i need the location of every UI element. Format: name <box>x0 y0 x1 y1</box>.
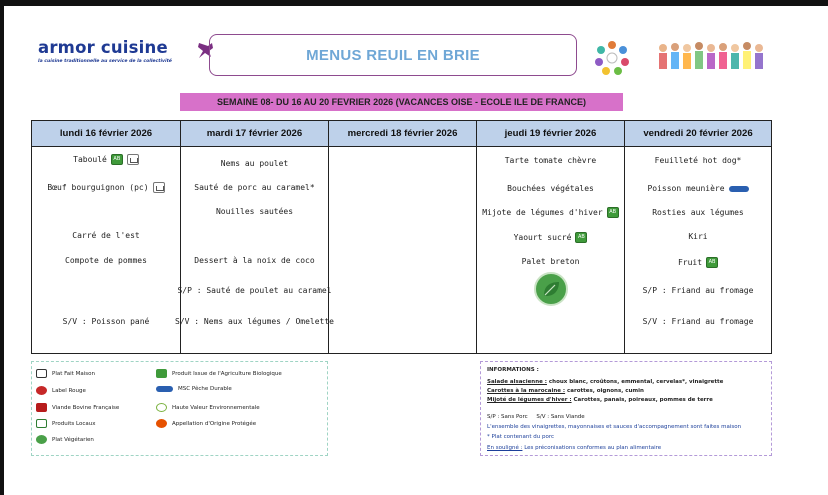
vegetarian-icon <box>36 435 47 444</box>
info-line: Salade alsacienne : choux blanc, croûtons, emmental, cervelas*, vinaigrette <box>487 379 724 385</box>
legend-item: Haute Valeur Environnementale <box>156 403 260 412</box>
menu-item: Taboulé AB <box>32 154 180 165</box>
legend-item: MSC Pêche Durable <box>156 386 232 392</box>
day-header: mercredi 18 février 2026 <box>329 121 476 147</box>
left-edge <box>0 0 4 495</box>
day-column-tuesday <box>175 121 334 353</box>
organic-icon <box>111 154 123 165</box>
menu-item: S/V : Nems aux légumes / Omelette <box>175 317 334 326</box>
organic-icon <box>575 232 587 243</box>
info-line: Carottes à la marocaine : carottes, oignons, cumin <box>487 388 644 394</box>
brand-logo <box>38 38 173 64</box>
homemade-icon <box>127 154 139 165</box>
menu-item: Poisson meunière <box>625 184 771 193</box>
legend-item: Viande Bovine Française <box>36 403 119 412</box>
info-line: Mijoté de légumes d'hiver : Carottes, panais, poireaux, pommes de terre <box>487 397 713 403</box>
menu-item: Sauté de porc au caramel* <box>194 183 315 192</box>
day-header: vendredi 20 février 2026 <box>625 121 771 147</box>
menu-item: Carré de l'est <box>72 231 140 240</box>
msc-fish-icon <box>156 386 173 392</box>
menu-item: Tarte tomate chèvre <box>504 156 597 165</box>
day-column-friday <box>624 121 771 353</box>
menu-item: Bouchées végétales <box>507 184 594 193</box>
menu-item: S/P : Sauté de poulet au caramel <box>177 286 332 295</box>
organic-icon <box>706 257 718 268</box>
week-banner <box>180 93 623 111</box>
day-header: jeudi 19 février 2026 <box>477 121 624 147</box>
brand-name: armor cuisine <box>38 38 168 57</box>
day-header: mardi 17 février 2026 <box>181 121 328 147</box>
day-column-wednesday <box>328 121 476 353</box>
menu-item: Feuilleté hot dog* <box>654 156 742 165</box>
legend-item: Plat Végétarien <box>36 435 94 444</box>
legend-labels <box>31 361 328 456</box>
legend-item: Appellation d'Origine Protégée <box>156 419 256 428</box>
homemade-icon <box>153 182 165 193</box>
french-beef-icon <box>36 403 47 412</box>
day-column-thursday <box>476 121 624 353</box>
aop-icon <box>156 419 167 428</box>
legend-item: Produit Issue de l'Agriculture Biologique <box>156 369 282 378</box>
menu-item: Nems au poulet <box>220 159 289 168</box>
day-column-monday <box>32 121 180 353</box>
menu-item: Fruit AB <box>625 257 771 268</box>
legend-item: Produits Locaux <box>36 419 95 428</box>
info-note: * Plat contenant du porc <box>487 434 555 440</box>
menu-item: S/P : Friand au fromage <box>642 286 754 295</box>
menu-item: Dessert à la noix de coco <box>194 256 315 265</box>
menu-item: Palet breton <box>521 257 580 266</box>
local-products-icon <box>36 419 47 428</box>
menu-item: S/V : Poisson pané <box>62 317 150 326</box>
children-group-illustration <box>655 38 765 74</box>
menu-item: Compote de pommes <box>65 256 147 265</box>
brand-tagline: la cuisine traditionnelle au service de la collectivité <box>38 59 172 64</box>
menu-item: Yaourt sucré AB <box>477 232 624 243</box>
menu-grid <box>31 120 772 354</box>
legend-item: Plat Fait Maison <box>36 369 95 378</box>
organic-icon <box>607 207 619 218</box>
vegetarian-icon <box>534 272 568 306</box>
msc-fish-icon <box>729 186 749 192</box>
menu-item: Mijote de légumes d'hiver AB <box>477 207 624 218</box>
information-box <box>480 361 772 456</box>
homemade-icon <box>36 369 47 378</box>
page-title: MENUS REUIL EN BRIE <box>306 46 480 64</box>
title-box <box>209 34 577 76</box>
menu-item: Nouilles sautées <box>215 207 294 216</box>
sp-sv-legend: S/P : Sans Porc S/V : Sans Viande <box>487 414 585 420</box>
organic-icon <box>156 369 167 378</box>
menu-item: Bœuf bourguignon (pc) <box>32 182 180 193</box>
info-heading: INFORMATIONS : <box>487 367 539 373</box>
top-edge <box>0 0 828 6</box>
children-circle-illustration <box>592 37 632 77</box>
legend-item: Label Rouge <box>36 386 86 395</box>
info-note: L'ensemble des vinaigrettes, mayonnaises et sauces d'accompagnement sont faites maison <box>487 424 742 430</box>
label-rouge-icon <box>36 386 47 395</box>
menu-item: Kiri <box>688 232 708 241</box>
menu-item: S/V : Friand au fromage <box>642 317 754 326</box>
menu-item: Rosties aux légumes <box>652 208 744 217</box>
week-label: SEMAINE 08- DU 16 AU 20 FEVRIER 2026 (VACANCES OISE - ECOLE ILE DE FRANCE) <box>216 97 587 107</box>
day-header: lundi 16 février 2026 <box>32 121 180 147</box>
hve-icon <box>156 403 167 412</box>
info-note: En souligné : Les préconisations conformes au plan alimentaire <box>487 445 662 451</box>
